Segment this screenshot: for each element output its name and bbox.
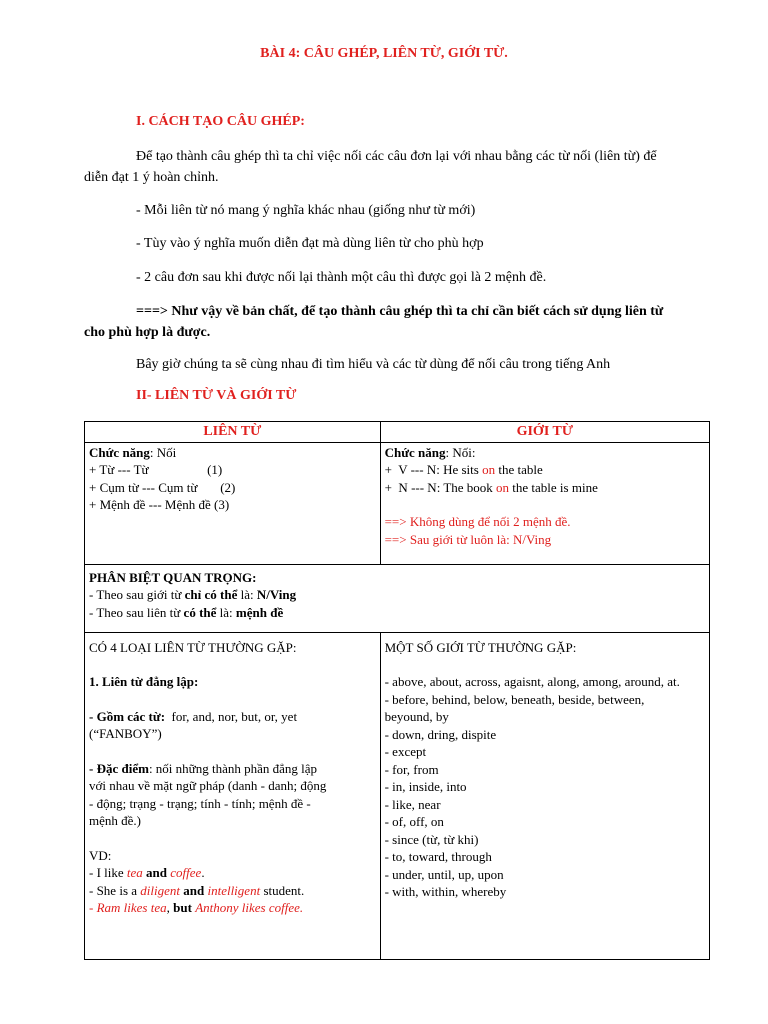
list-item: - like, near xyxy=(384,796,441,812)
header-preposition: GIỚI TỪ xyxy=(380,422,709,443)
example-highlight: on xyxy=(496,479,510,495)
example-text: , xyxy=(166,900,174,915)
preposition-list-cell xyxy=(380,632,709,959)
example-text: the table xyxy=(495,462,543,477)
distinction-emphasis: mệnh đề xyxy=(235,604,284,620)
example-text: - xyxy=(89,900,97,915)
paragraph-line: Để tạo thành câu ghép thì ta chỉ việc nối các câu đơn lại với nhau bằng các từ nối (liên từ) để xyxy=(136,149,657,164)
preposition-list-heading: MỘT SỐ GIỚI TỪ THƯỜNG GẶP: xyxy=(384,639,577,655)
function-label: Chức năng xyxy=(89,444,150,460)
example-text: + V --- N: He sits xyxy=(384,462,483,477)
list-item: - before, behind, below, beneath, beside, between, xyxy=(384,691,645,707)
example-highlight: tea xyxy=(126,865,143,880)
conjunction-function-cell xyxy=(85,442,381,564)
note-line: ==> Không dùng để nối 2 mệnh đề. xyxy=(384,514,571,529)
conjunction-subheading: 1. Liên từ đẳng lập: xyxy=(89,674,199,689)
table-row-lists xyxy=(85,632,710,959)
example-highlight: Anthony likes coffee. xyxy=(195,900,304,915)
example-highlight: coffee xyxy=(170,865,202,880)
gom-value-2: (“FANBOY”) xyxy=(89,726,162,741)
example-conjunction: and xyxy=(142,865,171,880)
distinction-heading: PHÂN BIỆT QUAN TRỌNG: xyxy=(89,569,257,585)
table-header-row xyxy=(85,422,710,443)
list-item: - down, dring, dispite xyxy=(384,726,497,742)
conjunction-types-heading: CÓ 4 LOẠI LIÊN TỪ THƯỜNG GẶP: xyxy=(89,639,297,655)
example-text: + N --- N: The book xyxy=(384,479,497,495)
list-item: - for, from xyxy=(384,761,439,777)
list-item: + Mệnh đề --- Mệnh đề (3) xyxy=(89,497,230,512)
intro-line: Bây giờ chúng ta sẽ cùng nhau đi tìm hiểu và các từ dùng để nối câu trong tiếng Anh xyxy=(136,357,611,372)
distinction-emphasis: N/Ving xyxy=(256,587,297,602)
paragraph-line: diễn đạt 1 ý hoàn chỉnh. xyxy=(84,170,219,185)
section-heading-1: I. CÁCH TẠO CÂU GHÉP: xyxy=(136,114,305,129)
example-text: the table is mine xyxy=(509,479,598,495)
bullet-point: - Tùy vào ý nghĩa muốn diễn đạt mà dùng liên từ cho phù hợp xyxy=(136,236,484,251)
preposition-function-cell xyxy=(380,442,709,564)
example-highlight: intelligent xyxy=(207,882,261,898)
bullet-point: - Mỗi liên từ nó mang ý nghĩa khác nhau (giống như từ mới) xyxy=(136,203,476,218)
function-value: : Nối: xyxy=(445,444,476,460)
gom-label: - Gồm các từ: xyxy=(89,708,166,724)
table-row-distinction xyxy=(85,564,710,632)
example-text: . xyxy=(201,865,205,880)
dac-text: : nối những thành phần đẳng lập xyxy=(148,760,318,776)
conclusion-line: ===> Như vậy về bản chất, để tạo thành câu ghép thì ta chỉ cần biết cách sử dụng liên từ xyxy=(136,304,664,319)
function-label: Chức năng xyxy=(384,444,446,460)
list-item: + Cụm từ --- Cụm từ (2) xyxy=(89,479,236,495)
list-item: - under, until, up, upon xyxy=(384,866,504,882)
function-value: : Nối xyxy=(149,444,177,460)
example-label: VD: xyxy=(89,847,112,863)
distinction-emphasis: chỉ có thể xyxy=(184,587,238,602)
table-row-function xyxy=(85,442,710,564)
dac-label: - Đặc điểm xyxy=(89,760,149,776)
distinction-text: - Theo sau giới từ xyxy=(89,587,185,602)
distinction-text: là: xyxy=(237,587,257,602)
note-line: ==> Sau giới từ luôn là: N/Ving xyxy=(384,531,552,547)
example-highlight: Ram likes tea xyxy=(96,900,167,915)
distinction-emphasis: có thể xyxy=(183,604,217,620)
dac-text: với nhau về mặt ngữ pháp (danh - danh; động xyxy=(89,778,327,793)
example-text: - She is a xyxy=(89,882,141,898)
list-item: - to, toward, through xyxy=(384,849,492,864)
list-item: + Từ --- Từ (1) xyxy=(89,462,223,477)
list-item: - with, within, whereby xyxy=(384,884,507,899)
list-item: beyound, by xyxy=(384,709,449,724)
example-conjunction: and xyxy=(180,882,208,898)
dac-text: mệnh đề.) xyxy=(89,813,141,828)
example-conjunction: but xyxy=(173,900,192,915)
list-item: - of, off, on xyxy=(384,814,444,829)
list-item: - since (từ, từ khi) xyxy=(384,831,479,847)
gom-value: for, and, nor, but, or, yet xyxy=(165,708,298,724)
section-heading-2: II- LIÊN TỪ VÀ GIỚI TỪ xyxy=(136,388,297,403)
distinction-cell xyxy=(85,564,710,632)
distinction-text: là: xyxy=(216,604,236,620)
header-conjunction: LIÊN TỪ xyxy=(85,422,381,443)
list-item: - in, inside, into xyxy=(384,779,467,794)
dac-text: - động; trạng - trạng; tính - tính; mệnh đề - xyxy=(89,795,311,811)
list-item: - above, about, across, agaisnt, along, among, around, at. xyxy=(384,674,680,689)
distinction-text: - Theo sau liên từ xyxy=(89,604,184,620)
example-text: - I like xyxy=(89,865,127,880)
bullet-point: - 2 câu đơn sau khi được nối lại thành một câu thì được gọi là 2 mệnh đề. xyxy=(136,270,547,285)
list-item: - except xyxy=(384,744,427,759)
conjunction-list-cell xyxy=(85,632,381,959)
conclusion-line: cho phù hợp là được. xyxy=(84,325,211,340)
example-highlight: diligent xyxy=(140,882,180,898)
comparison-table xyxy=(84,421,710,960)
example-highlight: on xyxy=(482,462,496,477)
page-title: BÀI 4: CÂU GHÉP, LIÊN TỪ, GIỚI TỪ. xyxy=(260,46,508,61)
example-text: student. xyxy=(260,882,305,898)
